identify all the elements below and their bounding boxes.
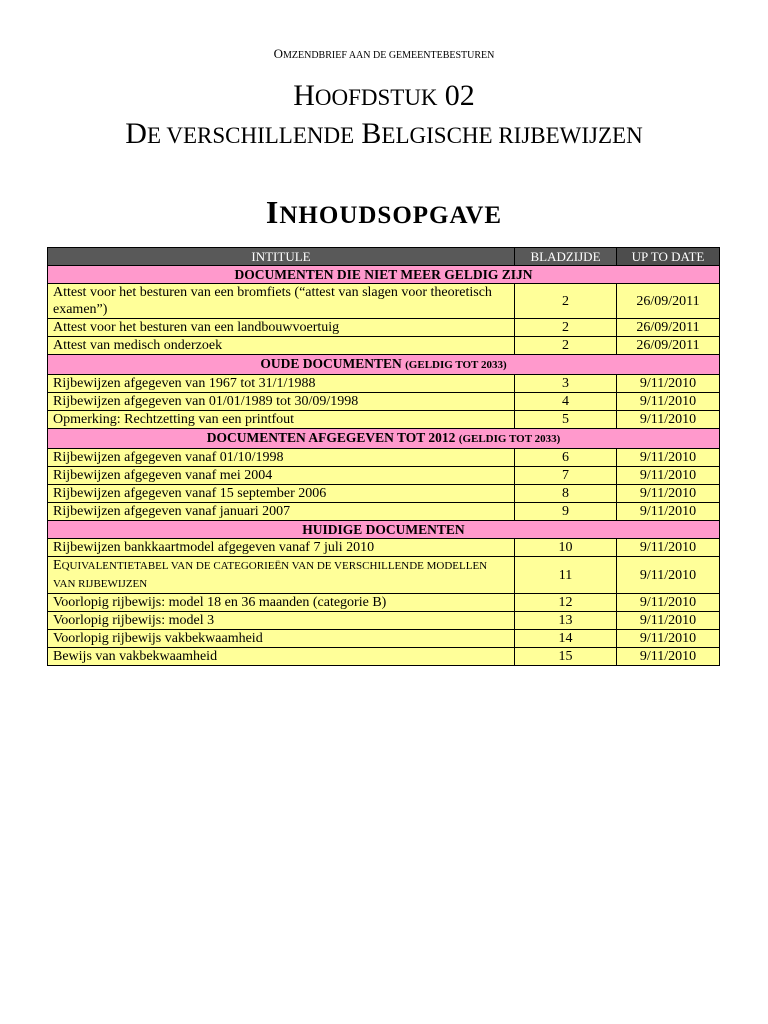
row-page: 3 [515,375,617,393]
row-date: 9/11/2010 [617,612,720,630]
table-row [48,449,720,467]
section-note: (GELDIG TOT 2033) [458,433,561,445]
row-page: 4 [515,393,617,411]
row-title: Attest voor het besturen van een bromfiets (“attest van slagen voor theoretisch examen”) [48,284,515,319]
table-row [48,539,720,557]
table-row [48,485,720,503]
header-updated: UP TO DATE [617,248,720,266]
table-row [48,612,720,630]
row-page: 2 [515,319,617,337]
table-row [48,557,720,594]
header-rest: MZENDBRIEF AAN DE GEMEENTEBESTUREN [283,50,495,61]
row-title: Voorlopig rijbewijs vakbekwaamheid [48,630,515,648]
table-header-row [48,248,720,266]
row-date: 9/11/2010 [617,375,720,393]
row-page: 12 [515,594,617,612]
row-page: 10 [515,539,617,557]
toc-title [0,194,768,231]
row-page: 13 [515,612,617,630]
toc-word: NHOUDSOPGAVE [279,202,503,229]
row-page: 5 [515,411,617,429]
section-row [48,521,720,539]
section-note: (GELDIG TOT 2033) [405,359,507,371]
row-title: Attest voor het besturen van een landbouwvoertuig [48,319,515,337]
section-row [48,355,720,375]
table-row [48,411,720,429]
row-title [48,557,515,594]
chapter-subtitle-part-2: ELGISCHE RIJBEWIJZEN [381,123,643,148]
row-date: 9/11/2010 [617,503,720,521]
row-date: 9/11/2010 [617,393,720,411]
toc-table [47,247,720,666]
row-title-initial: E [53,558,62,573]
row-title: Rijbewijzen afgegeven vanaf 15 september 2006 [48,485,515,503]
table-row [48,375,720,393]
row-date: 9/11/2010 [617,648,720,666]
chapter-initial: H [293,79,315,112]
section-heading: DOCUMENTEN DIE NIET MEER GELDIG ZIJN [48,266,720,284]
chapter-subtitle-initial-d: D [125,117,147,150]
row-title: Rijbewijzen bankkaartmodel afgegeven vanaf 7 juli 2010 [48,539,515,557]
row-date: 9/11/2010 [617,411,720,429]
row-date: 9/11/2010 [617,557,720,594]
row-title: Voorlopig rijbewijs: model 3 [48,612,515,630]
header-initial: O [273,46,283,61]
row-page: 2 [515,284,617,319]
table-row [48,594,720,612]
row-page: 8 [515,485,617,503]
row-page: 9 [515,503,617,521]
table-row [48,630,720,648]
section-heading: HUIDIGE DOCUMENTEN [48,521,720,539]
row-page: 6 [515,449,617,467]
header-title: INTITULE [48,248,515,266]
table-row [48,648,720,666]
table-row [48,393,720,411]
table-row [48,284,720,319]
chapter-title [0,78,768,154]
row-date: 9/11/2010 [617,467,720,485]
header-page: BLADZIJDE [515,248,617,266]
section-row [48,266,720,284]
page-header [0,46,768,62]
chapter-word: OOFDSTUK [314,85,438,110]
row-title: Rijbewijzen afgegeven vanaf 01/10/1998 [48,449,515,467]
row-title: Rijbewijzen afgegeven vanaf mei 2004 [48,467,515,485]
row-date: 9/11/2010 [617,485,720,503]
chapter-number: 02 [444,79,475,112]
row-date: 26/09/2011 [617,337,720,355]
table-row [48,467,720,485]
table-row [48,319,720,337]
row-page: 2 [515,337,617,355]
row-date: 26/09/2011 [617,319,720,337]
chapter-line-2 [0,116,768,154]
row-title: Voorlopig rijbewijs: model 18 en 36 maanden (categorie B) [48,594,515,612]
row-title: Rijbewijzen afgegeven van 1967 tot 31/1/1988 [48,375,515,393]
chapter-line-1 [0,78,768,116]
row-title-rest: QUIVALENTIETABEL VAN DE CATEGORIEËN VAN DE VERSCHILLENDE MODELLEN VAN RIJBEWIJZEN [53,560,488,590]
row-date: 9/11/2010 [617,449,720,467]
row-date: 9/11/2010 [617,630,720,648]
row-page: 15 [515,648,617,666]
chapter-subtitle-initial-b: B [361,117,382,150]
section-heading: OUDE DOCUMENTEN (GELDIG TOT 2033) [48,355,720,375]
row-title: Attest van medisch onderzoek [48,337,515,355]
toc-initial: I [265,194,280,230]
section-heading: DOCUMENTEN AFGEGEVEN TOT 2012 (GELDIG TOT 2033) [48,429,720,449]
section-row [48,429,720,449]
row-page: 7 [515,467,617,485]
row-page: 14 [515,630,617,648]
row-page: 11 [515,557,617,594]
row-date: 9/11/2010 [617,594,720,612]
row-date: 9/11/2010 [617,539,720,557]
table-row [48,503,720,521]
row-title: Opmerking: Rechtzetting van een printfout [48,411,515,429]
table-row [48,337,720,355]
row-title: Rijbewijzen afgegeven vanaf januari 2007 [48,503,515,521]
row-date: 26/09/2011 [617,284,720,319]
chapter-subtitle-part-1: E VERSCHILLENDE [146,123,355,148]
row-title: Rijbewijzen afgegeven van 01/01/1989 tot 30/09/1998 [48,393,515,411]
row-title: Bewijs van vakbekwaamheid [48,648,515,666]
